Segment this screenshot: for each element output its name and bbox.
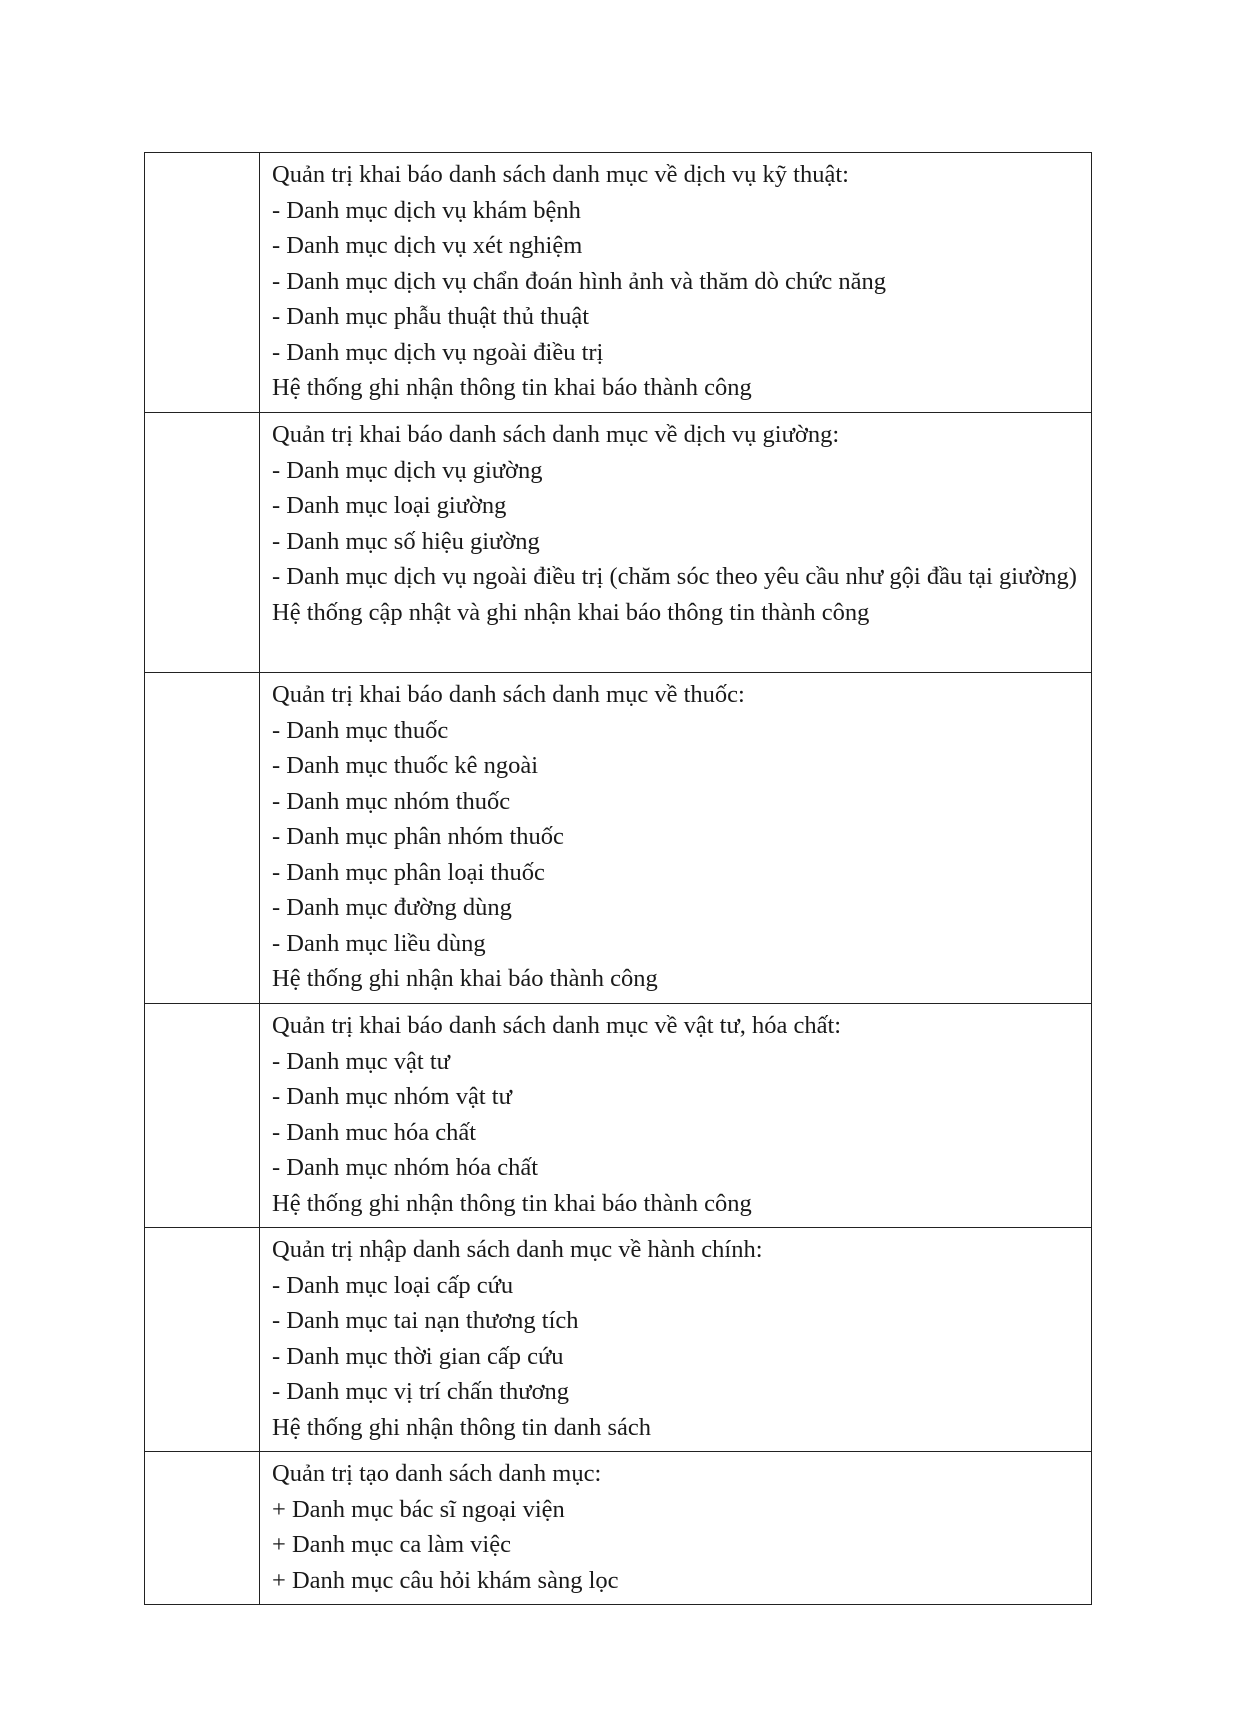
list-item: - Danh mục loại giường [272,492,507,519]
section-heading: Quản trị khai báo danh sách danh mục về dịch vụ giường: [272,421,840,448]
result-text: Hệ thống cập nhật và ghi nhận khai báo thông tin thành công [272,598,870,626]
section-heading: Quản trị khai báo danh sách danh mục về thuốc: [272,681,745,708]
list-item: - Danh mục dịch vụ chẩn đoán hình ảnh và thăm dò chức năng [272,267,887,295]
list-item: - Danh mục nhóm vật tư [272,1083,512,1110]
section-heading: Quản trị khai báo danh sách danh mục về dịch vụ kỹ thuật: [272,161,849,188]
requirements-table [144,152,1092,1605]
list-item: - Danh mục dịch vụ giường [272,456,543,484]
list-item: + Danh mục bác sĩ ngoại viện [272,1495,565,1523]
list-item: - Danh mục nhóm hóa chất [272,1154,539,1181]
list-item: - Danh mục phân nhóm thuốc [272,823,564,850]
row-content-cell [260,673,1092,1004]
list-item: - Danh mục dịch vụ ngoài điều trị [272,338,604,366]
list-item: - Danh mục liều dùng [272,929,486,957]
result-text: Hệ thống ghi nhận thông tin khai báo thành công [272,1189,752,1217]
list-item: + Danh mục câu hỏi khám sàng lọc [272,1566,619,1594]
list-item: - Danh mục dịch vụ khám bệnh [272,196,581,224]
result-text: Hệ thống ghi nhận khai báo thành công [272,965,658,992]
list-item: - Danh mục thời gian cấp cứu [272,1342,564,1370]
list-item: - Danh mục dịch vụ ngoài điều trị (chăm sóc theo yêu cầu như gội đầu tại giường) [272,563,1077,590]
list-item: + Danh mục ca làm việc [272,1531,511,1558]
table-row [145,1004,1092,1228]
list-item: - Danh mục vị trí chấn thương [272,1378,570,1405]
row-content-cell [260,153,1092,413]
section-heading: Quản trị khai báo danh sách danh mục về vật tư, hóa chất: [272,1012,842,1039]
list-item: - Danh mục nhóm thuốc [272,787,511,815]
table-body [145,153,1092,1605]
row-content-cell [260,1004,1092,1228]
table-row [145,673,1092,1004]
table-row [145,153,1092,413]
section-heading: Quản trị nhập danh sách danh mục về hành chính: [272,1236,763,1263]
list-item: - Danh mục phân loại thuốc [272,858,545,886]
list-item: - Danh mục dịch vụ xét nghiệm [272,232,583,259]
list-item: - Danh muc hóa chất [272,1118,477,1146]
row-number-cell [145,1004,260,1228]
result-text: Hệ thống ghi nhận thông tin khai báo thành công [272,374,752,401]
row-number-cell [145,673,260,1004]
section-heading: Quản trị tạo danh sách danh mục: [272,1460,602,1487]
row-number-cell [145,413,260,673]
table-row [145,413,1092,673]
list-item: - Danh mục đường dùng [272,894,512,921]
table-row [145,1228,1092,1452]
row-content-cell [260,413,1092,673]
result-text: Hệ thống ghi nhận thông tin danh sách [272,1413,652,1441]
list-item: - Danh mục thuốc [272,716,449,744]
list-item: - Danh mục thuốc kê ngoài [272,752,539,779]
row-content-cell [260,1228,1092,1452]
row-number-cell [145,1452,260,1605]
table-row [145,1452,1092,1605]
list-item: - Danh mục loại cấp cứu [272,1271,514,1299]
list-item: - Danh mục phẫu thuật thủ thuật [272,303,590,330]
row-number-cell [145,153,260,413]
row-number-cell [145,1228,260,1452]
row-content-cell [260,1452,1092,1605]
list-item: - Danh mục số hiệu giường [272,527,540,555]
list-item: - Danh mục tai nạn thương tích [272,1307,579,1334]
list-item: - Danh mục vật tư [272,1047,450,1075]
